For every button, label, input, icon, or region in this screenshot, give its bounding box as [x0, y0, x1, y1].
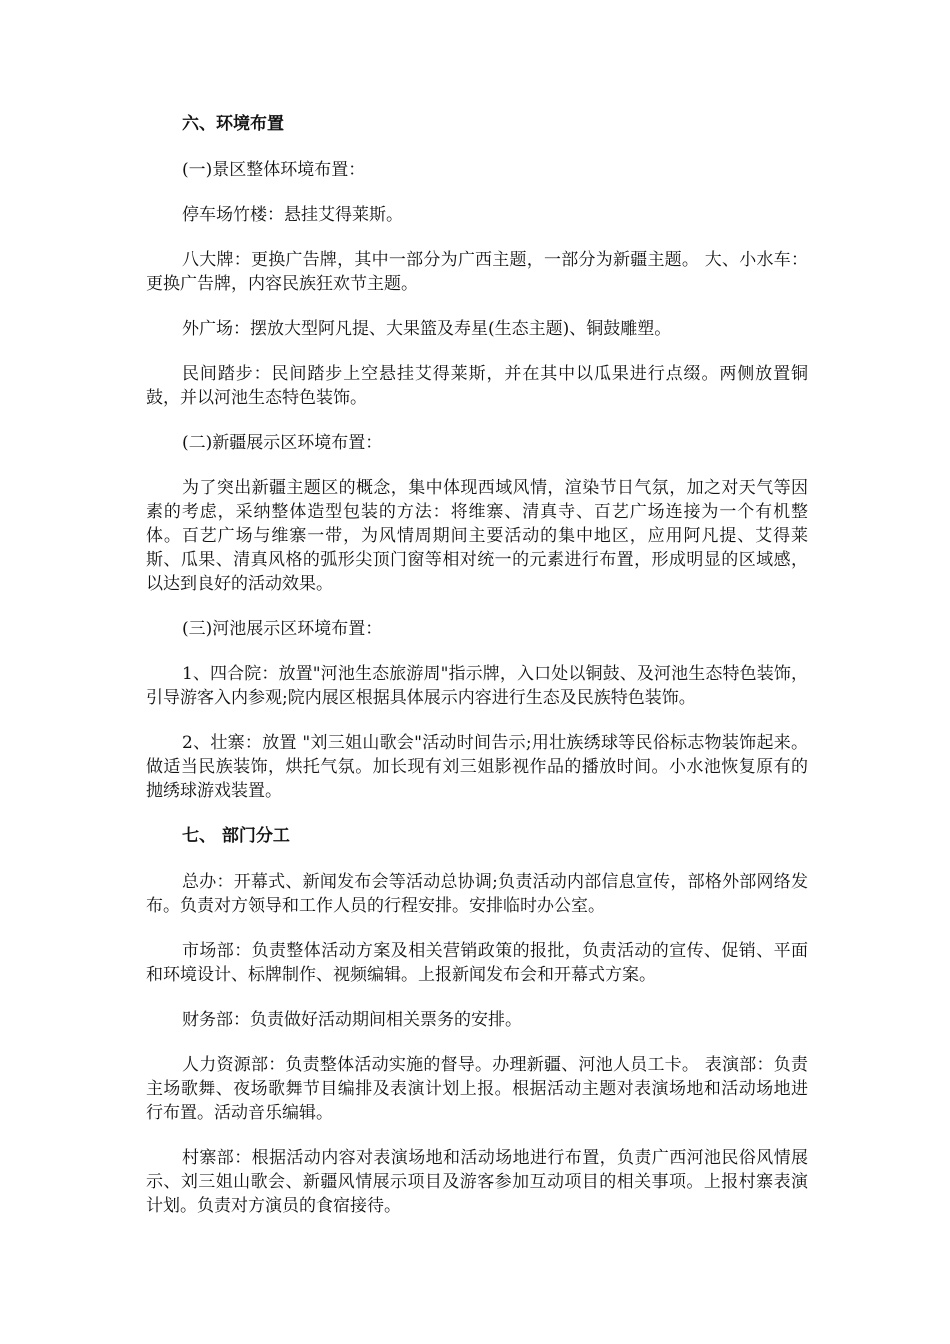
- paragraph-general-office: 总办：开幕式、新闻发布会等活动总协调;负责活动内部信息宣传，部格外部网络发布。负责对方领导和工作人员的行程安排。安排临时办公室。: [146, 872, 808, 916]
- paragraph-scenic-overall-title: (一)景区整体环境布置：: [182, 160, 366, 180]
- paragraph-marketing: 市场部：负责整体活动方案及相关营销政策的报批，负责活动的宣传、促销、平面和环境设计、标牌制作、视频编辑。上报新闻发布会和开幕式方案。: [146, 941, 808, 985]
- paragraph-village-dept: 村寨部：根据活动内容对表演场地和活动场地进行布置，负责广西河池民俗风情展示、刘三姐山歌会、新疆风情展示项目及游客参加互动项目的相关事项。上报村寨表演计划。负责对方演员的食宿接待。: [146, 1148, 808, 1216]
- paragraph-parking-bamboo: 停车场竹楼：悬挂艾得莱斯。: [182, 205, 403, 225]
- paragraph-courtyard: 1、四合院：放置"河池生态旅游周"指示牌，入口处以铜鼓、及河池生态特色装饰，引导游客入内参观;院内展区根据具体展示内容进行生态及民族特色装饰。: [146, 664, 808, 708]
- paragraph-hr-performance: 人力资源部：负责整体活动实施的督导。办理新疆、河池人员工卡。 表演部：负责主场歌舞、夜场歌舞节目编排及表演计划上报。根据活动主题对表演场地和活动场地进行布置。活动音乐编辑。: [146, 1055, 808, 1123]
- paragraph-billboards: 八大牌：更换广告牌，其中一部分为广西主题，一部分为新疆主题。 大、小水车：更换广告牌，内容民族狂欢节主题。: [146, 250, 808, 294]
- document-body: [146, 112, 808, 1239]
- section-heading-environment: 六、环境布置: [182, 114, 284, 134]
- paragraph-finance: 财务部：负责做好活动期间相关票务的安排。: [182, 1010, 522, 1030]
- paragraph-xinjiang-area-detail: 为了突出新疆主题区的概念，集中体现西域风情，渲染节日气氛，加之对天气等因素的考虑，采纳整体造型包装的方法：将维寨、清真寺、百艺广场连接为一个有机整体。百艺广场与维寨一带，为风情周期间主要活动的集中地区，应用阿凡提、艾得莱斯、瓜果、清真风格的弧形尖顶门窗等相对统一的元素进行布置，形成明显的区域感，以达到良好的活动效果。: [146, 478, 808, 594]
- paragraph-xinjiang-area-title: (二)新疆展示区环境布置：: [182, 433, 383, 453]
- paragraph-folk-steps: 民间踏步：民间踏步上空悬挂艾得莱斯，并在其中以瓜果进行点缀。两侧放置铜鼓，并以河池生态特色装饰。: [146, 364, 808, 408]
- paragraph-zhuang-village: 2、壮寨：放置 "刘三姐山歌会"活动时间告示;用壮族绣球等民俗标志物装饰起来。做适当民族装饰，烘托气氛。加长现有刘三姐影视作品的播放时间。小水池恢复原有的抛绣球游戏装置。: [146, 733, 808, 801]
- paragraph-hechi-area-title: (三)河池展示区环境布置：: [182, 619, 383, 639]
- section-heading-departments: 七、 部门分工: [182, 826, 290, 846]
- paragraph-outer-plaza: 外广场：摆放大型阿凡提、大果篮及寿星(生态主题)、铜鼓雕塑。: [182, 319, 672, 339]
